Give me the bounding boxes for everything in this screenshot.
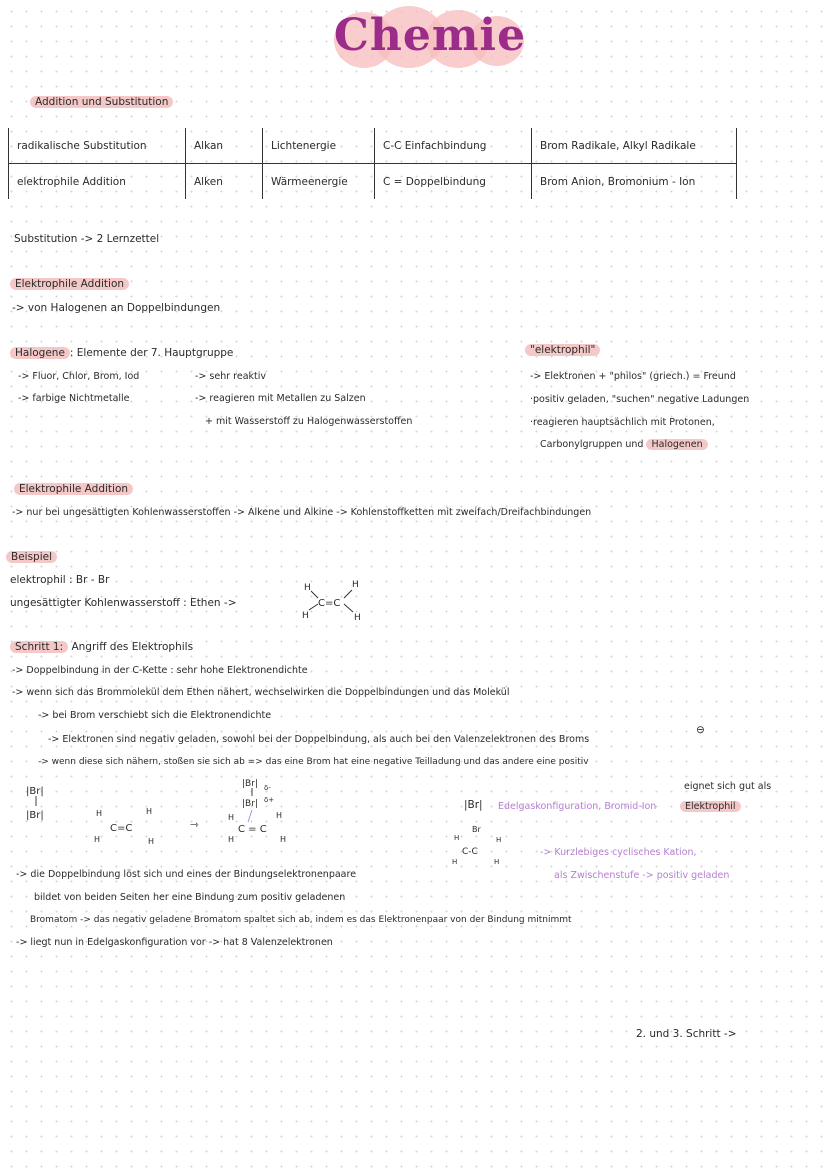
table-cell: Brom Radikale, Alkyl Radikale <box>532 128 737 164</box>
comparison-table <box>8 128 737 199</box>
electron-shift-line <box>248 810 252 822</box>
beispiel-line: ungesättigter Kohlenwasserstoff : Ethen -> <box>10 597 237 609</box>
beispiel-line: elektrophil : Br - Br <box>10 574 110 586</box>
bromonium-ion-structure <box>448 822 512 868</box>
halogene-property: -> sehr reaktiv <box>195 371 266 382</box>
next-steps-note: 2. und 3. Schritt -> <box>636 1028 737 1040</box>
section3-line: -> nur bei ungesättigten Kohlenwasserstoffen -> Alkene und Alkine -> Kohlenstoffketten mit zweifach/Dreifachbindungen <box>12 507 592 518</box>
atom-label: C=C <box>318 598 341 609</box>
table-cell: radikalische Substitution <box>9 128 186 164</box>
table-cell: elektrophile Addition <box>9 164 186 200</box>
atom-label: H <box>148 837 155 846</box>
atom-label: H <box>494 858 500 866</box>
bromide-note: Edelgaskonfiguration, Bromid-Ion <box>498 801 657 812</box>
atom-label: |Br| <box>26 810 44 821</box>
table-cell: Lichtenergie <box>263 128 375 164</box>
cation-note: -> Kurzlebiges cyclisches Kation, <box>540 847 697 858</box>
atom-label: H <box>228 835 235 844</box>
table-cell: Alkan <box>186 128 263 164</box>
atom-label: H <box>496 836 502 844</box>
bond <box>344 604 353 612</box>
schritt1-heading: Schritt 1: Angriff des Elektrophils <box>10 640 193 654</box>
atom-label: H <box>454 834 460 842</box>
ethene-structure <box>296 576 366 622</box>
atom-label: H <box>276 811 283 820</box>
atom-label: H <box>452 858 458 866</box>
partial-charge-label: δ+ <box>264 796 275 804</box>
elektrophil-item: -> Elektronen + "philos" (griech.) = Freund <box>530 371 736 382</box>
elektrophil-item: ·positiv geladen, "suchen" negative Ladungen <box>530 394 750 405</box>
atom-label: H <box>352 580 359 590</box>
section-subline: -> von Halogenen an Doppelbindungen <box>12 302 221 314</box>
side-highlight: Elektrophil <box>680 800 741 813</box>
atom-label: H <box>146 807 153 816</box>
halogene-item: -> farbige Nichtmetalle <box>18 393 130 404</box>
table-cell: Brom Anion, Bromonium - Ion <box>532 164 737 200</box>
elektrophil-item: ·reagieren hauptsächlich mit Protonen, <box>530 417 715 428</box>
atom-label: C = C <box>238 824 267 835</box>
schritt1-line: -> wenn diese sich nähern, stoßen sie sich ab => das eine Brom hat eine negative Teilladung und das andere eine positiv <box>38 757 589 767</box>
table-cell: C-C Einfachbindung <box>375 128 532 164</box>
substitution-note: Substitution -> 2 Lernzettel <box>14 233 160 245</box>
schritt1-line: -> bei Brom verschiebt sich die Elektronendichte <box>38 710 272 721</box>
atom-label: |Br| <box>26 786 44 797</box>
atom-label: H <box>280 835 287 844</box>
schritt1-line: -> Doppelbindung in der C-Kette : sehr hohe Elektronendichte <box>12 665 308 676</box>
elektrophil-heading: "elektrophil" <box>525 343 600 357</box>
atom-label: H <box>354 613 361 622</box>
title-block <box>330 4 530 74</box>
minus-charge-icon: ⊖ <box>696 724 705 736</box>
atom-label: H <box>302 611 309 621</box>
conclusion-line: -> die Doppelbindung löst sich und eines der Bindungselektronenpaare <box>16 869 357 880</box>
bond <box>311 591 318 598</box>
atom-label: H <box>94 835 101 844</box>
ethene-structure-2 <box>92 804 162 848</box>
bromine-molecule <box>20 778 70 828</box>
atom-label: H <box>228 813 235 822</box>
elektrophil-item: Carbonylgruppen und Halogenen <box>540 438 708 451</box>
halogene-property: -> reagieren mit Metallen zu Salzen <box>195 393 366 404</box>
conclusion-line: -> liegt nun in Edelgaskonfiguration vor -> hat 8 Valenzelektronen <box>16 937 333 948</box>
conclusion-line: Bromatom -> das negativ geladene Bromatom spaltet sich ab, indem es das Elektronenpaar von der Bindung mitnimmt <box>30 915 572 925</box>
side-note: eignet sich gut als <box>684 781 772 792</box>
section-heading-elektrophile-addition: Elektrophile Addition <box>10 277 129 291</box>
atom-label: |Br| <box>242 799 258 809</box>
table-row <box>9 128 737 164</box>
atom-label: C=C <box>110 823 133 834</box>
table-cell: Alken <box>186 164 263 200</box>
schritt1-line: -> Elektronen sind negativ geladen, sowohl bei der Doppelbindung, als auch bei den Valenzelektronen des Broms <box>48 734 590 745</box>
atom-label: |Br| <box>242 779 258 789</box>
atom-label: Br <box>472 825 481 834</box>
schritt1-line: -> wenn sich das Brommolekül dem Ethen nähert, wechselwirken die Doppelbindungen und das Molekül <box>12 687 510 698</box>
halogene-item: -> Fluor, Chlor, Brom, Iod <box>18 371 140 382</box>
atom-label: C-C <box>462 847 478 857</box>
transition-state-structure <box>222 774 302 846</box>
conclusion-line: bildet von beiden Seiten her eine Bindung zum positiv geladenen <box>34 892 346 903</box>
halogene-property: + mit Wasserstoff zu Halogenwasserstoffen <box>205 416 413 427</box>
section-heading-addition-substitution: Addition und Substitution <box>30 95 173 109</box>
bromide-ion: |Br| <box>464 799 483 811</box>
beispiel-heading: Beispiel <box>6 550 57 564</box>
halogene-heading: Halogene : Elemente der 7. Hauptgruppe <box>10 346 233 360</box>
table-cell: C = Doppelbindung <box>375 164 532 200</box>
atom-label: H <box>304 583 311 593</box>
bond <box>344 590 352 598</box>
partial-charge-label: δ- <box>264 784 271 792</box>
atom-label: H <box>96 809 103 818</box>
table-cell: Wärmeenergie <box>263 164 375 200</box>
table-row <box>9 164 737 200</box>
reaction-arrow-icon: ⇾ <box>190 819 199 831</box>
page-title: Chemie <box>333 10 527 61</box>
bond <box>309 604 318 610</box>
cation-note: als Zwischenstufe -> positiv geladen <box>554 870 730 881</box>
section-heading-elektrophile-addition-2: Elektrophile Addition <box>14 482 133 496</box>
